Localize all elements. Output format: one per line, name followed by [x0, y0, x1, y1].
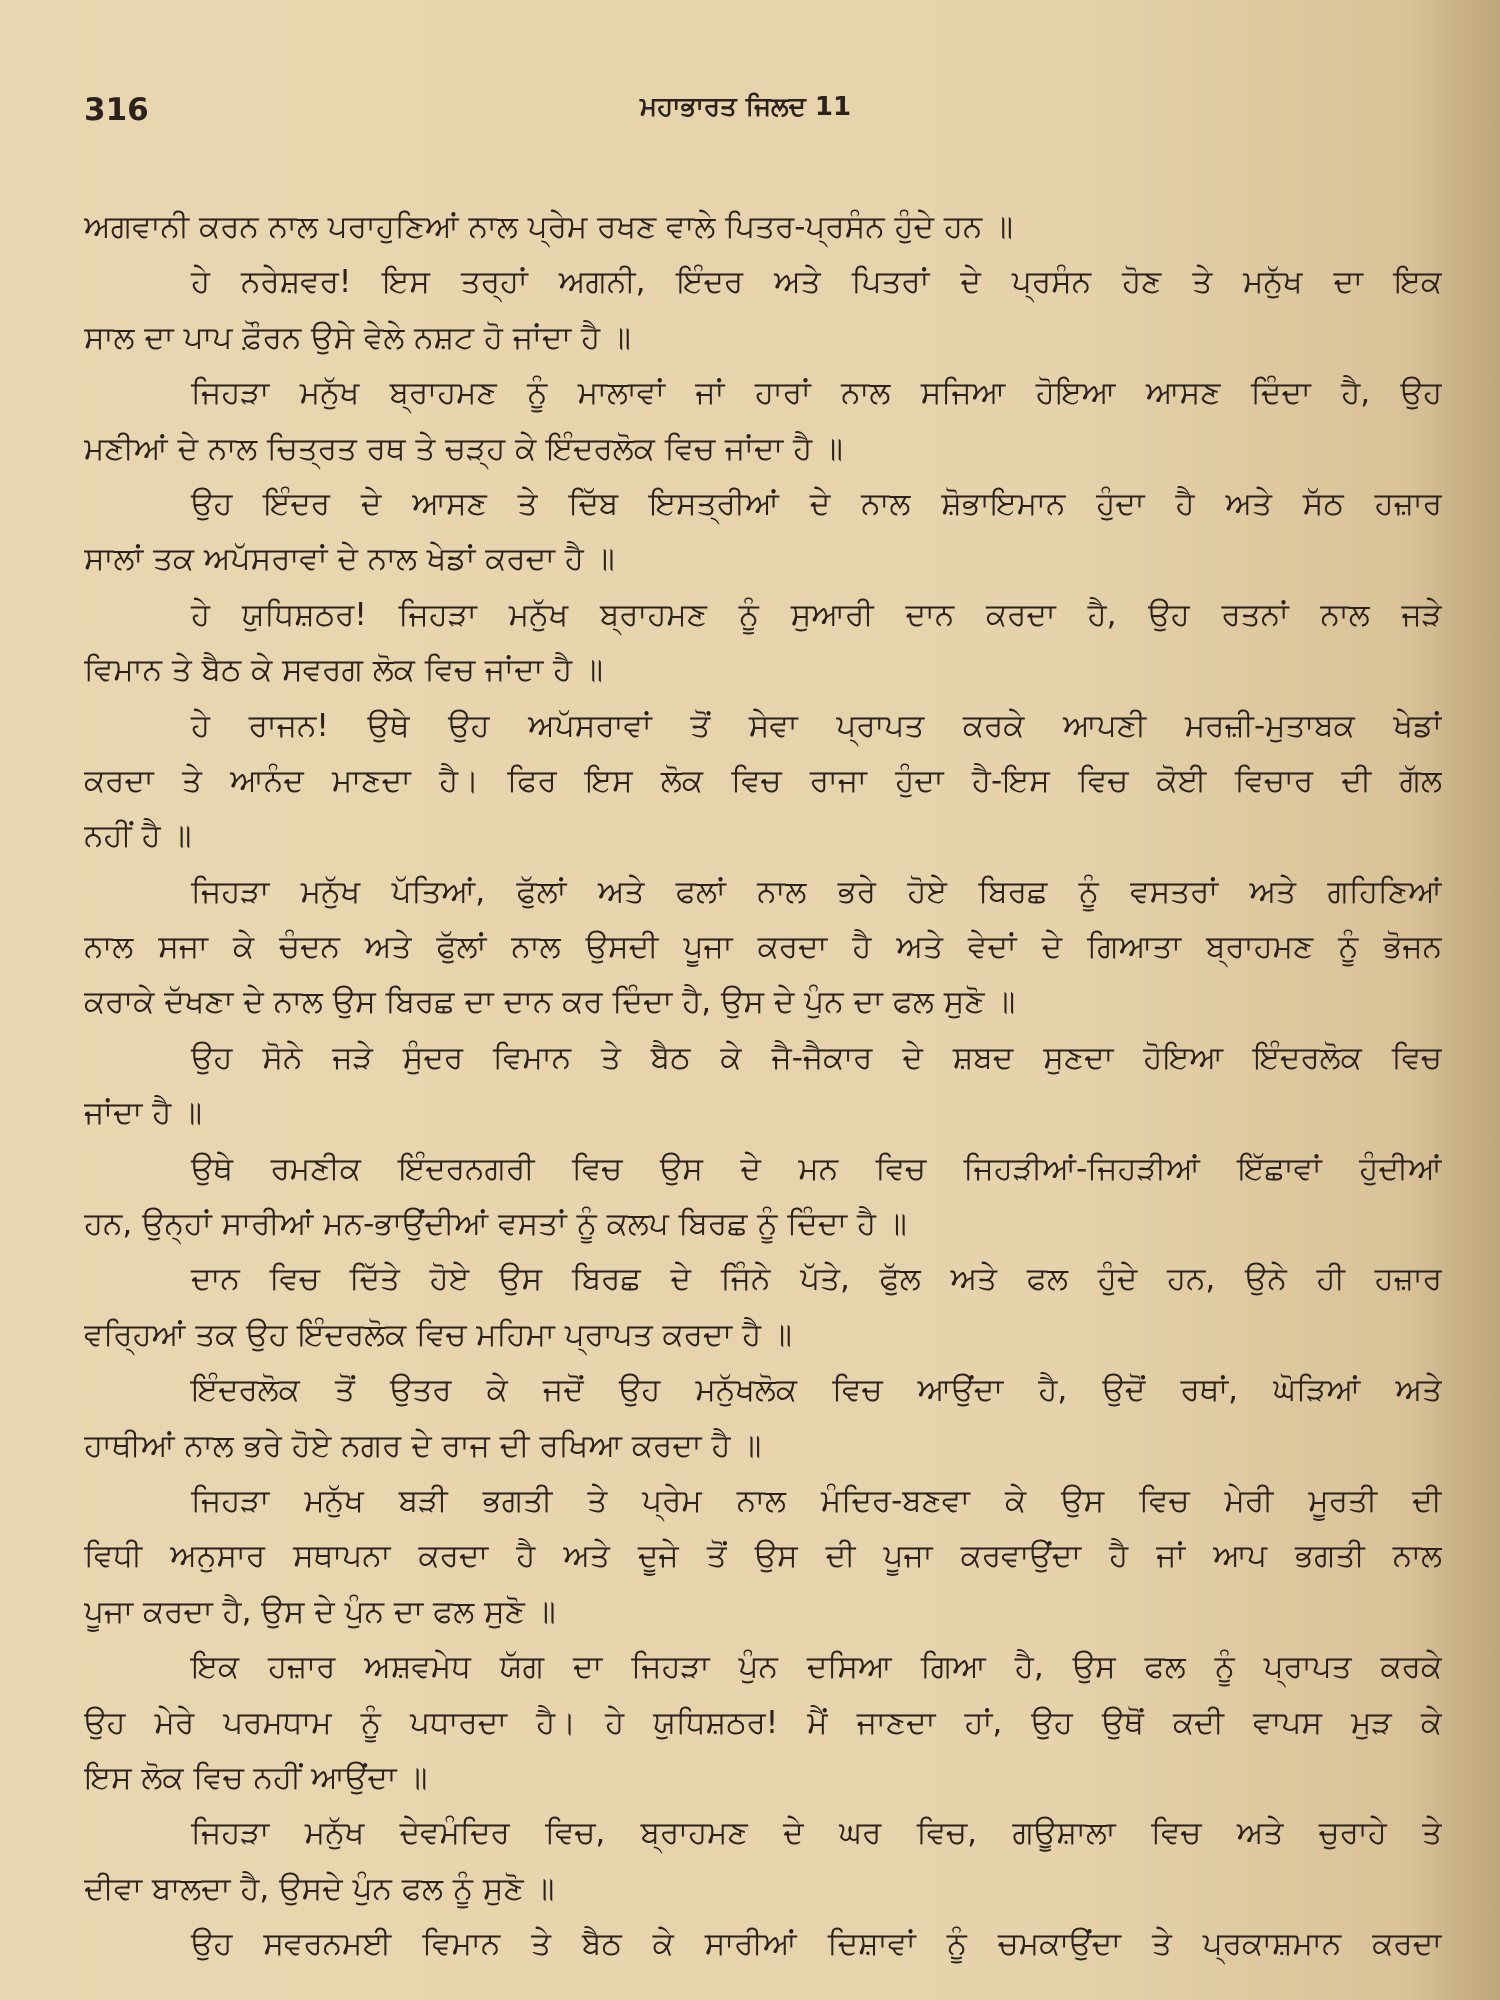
- text-line: ਹੇ ਰਾਜਨ! ਉਥੇ ਉਹ ਅਪੱਸਰਾਵਾਂ ਤੋਂ ਸੇਵਾ ਪ੍ਰਾਪਤ ਕਰਕੇ ਆਪਣੀ ਮਰਜ਼ੀ-ਮੁਤਾਬਕ ਖੇਡਾਂ: [191, 707, 1442, 744]
- paragraph: [84, 699, 1442, 865]
- running-title: ਮਹਾਭਾਰਤ ਜਿਲਦ 11: [640, 92, 852, 122]
- paragraph: [84, 1031, 1442, 1142]
- paragraph: [84, 1142, 1442, 1253]
- text-line: ਇਕ ਹਜ਼ਾਰ ਅਸ਼ਵਮੇਧ ਯੱਗ ਦਾ ਜਿਹੜਾ ਪੁੰਨ ਦਸਿਆ ਗਿਆ ਹੈ, ਉਸ ਫਲ ਨੂੰ ਪ੍ਰਾਪਤ ਕਰਕੇ: [191, 1649, 1442, 1686]
- text-line: ਸਾਲ ਦਾ ਪਾਪ ਫ਼ੌਰਨ ਉਸੇ ਵੇਲੇ ਨਸ਼ਟ ਹੋ ਜਾਂਦਾ ਹੈ ॥: [84, 319, 631, 356]
- text-line: ਹੇ ਨਰੇਸ਼ਵਰ! ਇਸ ਤਰ੍ਹਾਂ ਅਗਨੀ, ਇੰਦਰ ਅਤੇ ਪਿਤਰਾਂ ਦੇ ਪ੍ਰਸੰਨ ਹੋਣ ਤੇ ਮਨੁੱਖ ਦਾ ਇਕ: [191, 264, 1442, 301]
- text-line: ਹਨ, ਉਨ੍ਹਾਂ ਸਾਰੀਆਂ ਮਨ-ਭਾਉਂਦੀਆਂ ਵਸਤਾਂ ਨੂੰ ਕਲਪ ਬਿਰਛ ਨੂੰ ਦਿੰਦਾ ਹੈ ॥: [84, 1206, 907, 1243]
- text-line: ਹਾਥੀਆਂ ਨਾਲ ਭਰੇ ਹੋਏ ਨਗਰ ਦੇ ਰਾਜ ਦੀ ਰਖਿਆ ਕਰਦਾ ਹੈ ॥: [84, 1427, 762, 1464]
- paragraph: [84, 1917, 1442, 1972]
- text-line: ਇੰਦਰਲੋਕ ਤੋਂ ਉਤਰ ਕੇ ਜਦੋਂ ਉਹ ਮਨੁੱਖਲੋਕ ਵਿਚ ਆਉਂਦਾ ਹੈ, ਉਦੋਂ ਰਥਾਂ, ਘੋੜਿਆਂ ਅਤੇ: [191, 1372, 1442, 1409]
- text-line: ਇਸ ਲੋਕ ਵਿਚ ਨਹੀਂ ਆਉਂਦਾ ॥: [84, 1759, 428, 1796]
- text-line: ਹੇ ਯੁਧਿਸ਼ਠਰ! ਜਿਹੜਾ ਮਨੁੱਖ ਬ੍ਰਾਹਮਣ ਨੂੰ ਸੁਆਰੀ ਦਾਨ ਕਰਦਾ ਹੈ, ਉਹ ਰਤਨਾਂ ਨਾਲ ਜੜੇ: [191, 596, 1442, 633]
- text-line: ਜਿਹੜਾ ਮਨੁੱਖ ਬ੍ਰਾਹਮਣ ਨੂੰ ਮਾਲਾਵਾਂ ਜਾਂ ਹਾਰਾਂ ਨਾਲ ਸਜਿਆ ਹੋਇਆ ਆਸਣ ਦਿੰਦਾ ਹੈ, ਉਹ: [191, 375, 1442, 412]
- page-body: [84, 200, 1442, 1973]
- text-line: ਜਾਂਦਾ ਹੈ ॥: [84, 1095, 203, 1132]
- paragraph: [84, 1474, 1442, 1640]
- paragraph: [84, 1252, 1442, 1363]
- text-line: ਸਾਲਾਂ ਤਕ ਅਪੱਸਰਾਵਾਂ ਦੇ ਨਾਲ ਖੇਡਾਂ ਕਰਦਾ ਹੈ ॥: [84, 541, 615, 578]
- text-line: ਦਾਨ ਵਿਚ ਦਿੱਤੇ ਹੋਏ ਉਸ ਬਿਰਛ ਦੇ ਜਿੰਨੇ ਪੱਤੇ, ਫੁੱਲ ਅਤੇ ਫਲ ਹੁੰਦੇ ਹਨ, ਉਨੇ ਹੀ ਹਜ਼ਾਰ: [191, 1261, 1442, 1298]
- text-line: ਜਿਹੜਾ ਮਨੁੱਖ ਪੱਤਿਆਂ, ਫੁੱਲਾਂ ਅਤੇ ਫਲਾਂ ਨਾਲ ਭਰੇ ਹੋਏ ਬਿਰਛ ਨੂੰ ਵਸਤਰਾਂ ਅਤੇ ਗਹਿਣਿਆਂ: [191, 873, 1442, 910]
- paragraph: [84, 865, 1442, 1031]
- text-line: ਉਹ ਸਵਰਨਮਈ ਵਿਮਾਨ ਤੇ ਬੈਠ ਕੇ ਸਾਰੀਆਂ ਦਿਸ਼ਾਵਾਂ ਨੂੰ ਚਮਕਾਉਂਦਾ ਤੇ ਪ੍ਰਕਾਸ਼ਮਾਨ ਕਰਦਾ: [191, 1926, 1442, 1963]
- text-line: ਜਿਹੜਾ ਮਨੁੱਖ ਦੇਵਮੰਦਿਰ ਵਿਚ, ਬ੍ਰਾਹਮਣ ਦੇ ਘਰ ਵਿਚ, ਗਊਸ਼ਾਲਾ ਵਿਚ ਅਤੇ ਚੁਰਾਹੇ ਤੇ: [191, 1815, 1442, 1852]
- paragraph: [84, 477, 1442, 588]
- paragraph: [84, 255, 1442, 366]
- text-line: ਵਿਧੀ ਅਨੁਸਾਰ ਸਥਾਪਨਾ ਕਰਦਾ ਹੈ ਅਤੇ ਦੂਜੇ ਤੋਂ ਉਸ ਦੀ ਪੂਜਾ ਕਰਵਾਉਂਦਾ ਹੈ ਜਾਂ ਆਪ ਭਗਤੀ ਨਾਲ: [84, 1538, 1442, 1575]
- text-line: ਦੀਵਾ ਬਾਲਦਾ ਹੈ, ਉਸਦੇ ਪੁੰਨ ਫਲ ਨੂੰ ਸੁਣੋ ॥: [84, 1870, 555, 1907]
- text-line: ਕਰਾਕੇ ਦੱਖਣਾ ਦੇ ਨਾਲ ਉਸ ਬਿਰਛ ਦਾ ਦਾਨ ਕਰ ਦਿੰਦਾ ਹੈ, ਉਸ ਦੇ ਪੁੰਨ ਦਾ ਫਲ ਸੁਣੋ ॥: [84, 984, 1016, 1021]
- paragraph: [84, 1806, 1442, 1917]
- paragraph: [84, 1640, 1442, 1806]
- text-line: ਉਥੇ ਰਮਣੀਕ ਇੰਦਰਨਗਰੀ ਵਿਚ ਉਸ ਦੇ ਮਨ ਵਿਚ ਜਿਹੜੀਆਂ-ਜਿਹੜੀਆਂ ਇੱਛਾਵਾਂ ਹੁੰਦੀਆਂ: [191, 1150, 1442, 1187]
- paragraph: [84, 588, 1442, 699]
- text-line: ਜਿਹੜਾ ਮਨੁੱਖ ਬੜੀ ਭਗਤੀ ਤੇ ਪ੍ਰੇਮ ਨਾਲ ਮੰਦਿਰ-ਬਣਵਾ ਕੇ ਉਸ ਵਿਚ ਮੇਰੀ ਮੂਰਤੀ ਦੀ: [191, 1482, 1442, 1519]
- paragraph: [84, 1363, 1442, 1474]
- text-line: ਉਹ ਮੇਰੇ ਪਰਮਧਾਮ ਨੂੰ ਪਧਾਰਦਾ ਹੈ। ਹੇ ਯੁਧਿਸ਼ਠਰ! ਮੈਂ ਜਾਣਦਾ ਹਾਂ, ਉਹ ਉਥੋਂ ਕਦੀ ਵਾਪਸ ਮੁੜ ਕੇ: [84, 1704, 1442, 1741]
- text-line: ਉਹ ਸੋਨੇ ਜੜੇ ਸੁੰਦਰ ਵਿਮਾਨ ਤੇ ਬੈਠ ਕੇ ਜੈ-ਜੈਕਾਰ ਦੇ ਸ਼ਬਦ ਸੁਣਦਾ ਹੋਇਆ ਇੰਦਰਲੋਕ ਵਿਚ: [191, 1039, 1442, 1076]
- paragraph: [84, 366, 1442, 477]
- text-line: ਪੂਜਾ ਕਰਦਾ ਹੈ, ਉਸ ਦੇ ਪੁੰਨ ਦਾ ਫਲ ਸੁਣੋ ॥: [84, 1593, 556, 1630]
- page-number: 316: [84, 92, 149, 128]
- text-line: ਕਰਦਾ ਤੇ ਆਨੰਦ ਮਾਣਦਾ ਹੈ। ਫਿਰ ਇਸ ਲੋਕ ਵਿਚ ਰਾਜਾ ਹੁੰਦਾ ਹੈ-ਇਸ ਵਿਚ ਕੋਈ ਵਿਚਾਰ ਦੀ ਗੱਲ: [84, 762, 1442, 799]
- text-line: ਨਹੀਂ ਹੈ ॥: [84, 818, 192, 855]
- text-line: ਵਰ੍ਹਿਆਂ ਤਕ ਉਹ ਇੰਦਰਲੋਕ ਵਿਚ ਮਹਿਮਾ ਪ੍ਰਾਪਤ ਕਰਦਾ ਹੈ ॥: [84, 1316, 792, 1353]
- paragraph: [84, 200, 1442, 255]
- text-line: ਵਿਮਾਨ ਤੇ ਬੈਠ ਕੇ ਸਵਰਗ ਲੋਕ ਵਿਚ ਜਾਂਦਾ ਹੈ ॥: [84, 652, 603, 689]
- text-line: ਉਹ ਇੰਦਰ ਦੇ ਆਸਣ ਤੇ ਦਿੱਬ ਇਸਤ੍ਰੀਆਂ ਦੇ ਨਾਲ ਸ਼ੋਭਾਇਮਾਨ ਹੁੰਦਾ ਹੈ ਅਤੇ ਸੱਠ ਹਜ਼ਾਰ: [191, 485, 1442, 522]
- text-line: ਨਾਲ ਸਜਾ ਕੇ ਚੰਦਨ ਅਤੇ ਫੁੱਲਾਂ ਨਾਲ ਉਸਦੀ ਪੂਜਾ ਕਰਦਾ ਹੈ ਅਤੇ ਵੇਦਾਂ ਦੇ ਗਿਆਤਾ ਬ੍ਰਾਹਮਣ ਨੂੰ ਭੋਜਨ: [84, 929, 1442, 966]
- text-line: ਮਣੀਆਂ ਦੇ ਨਾਲ ਚਿਤ੍ਰਤ ਰਥ ਤੇ ਚੜ੍ਹ ਕੇ ਇੰਦਰਲੋਕ ਵਿਚ ਜਾਂਦਾ ਹੈ ॥: [84, 430, 843, 467]
- text-line: ਅਗਵਾਨੀ ਕਰਨ ਨਾਲ ਪਰਾਹੁਣਿਆਂ ਨਾਲ ਪ੍ਰੇਮ ਰਖਣ ਵਾਲੇ ਪਿਤਰ-ਪ੍ਰਸੰਨ ਹੁੰਦੇ ਹਨ ॥: [84, 209, 1014, 245]
